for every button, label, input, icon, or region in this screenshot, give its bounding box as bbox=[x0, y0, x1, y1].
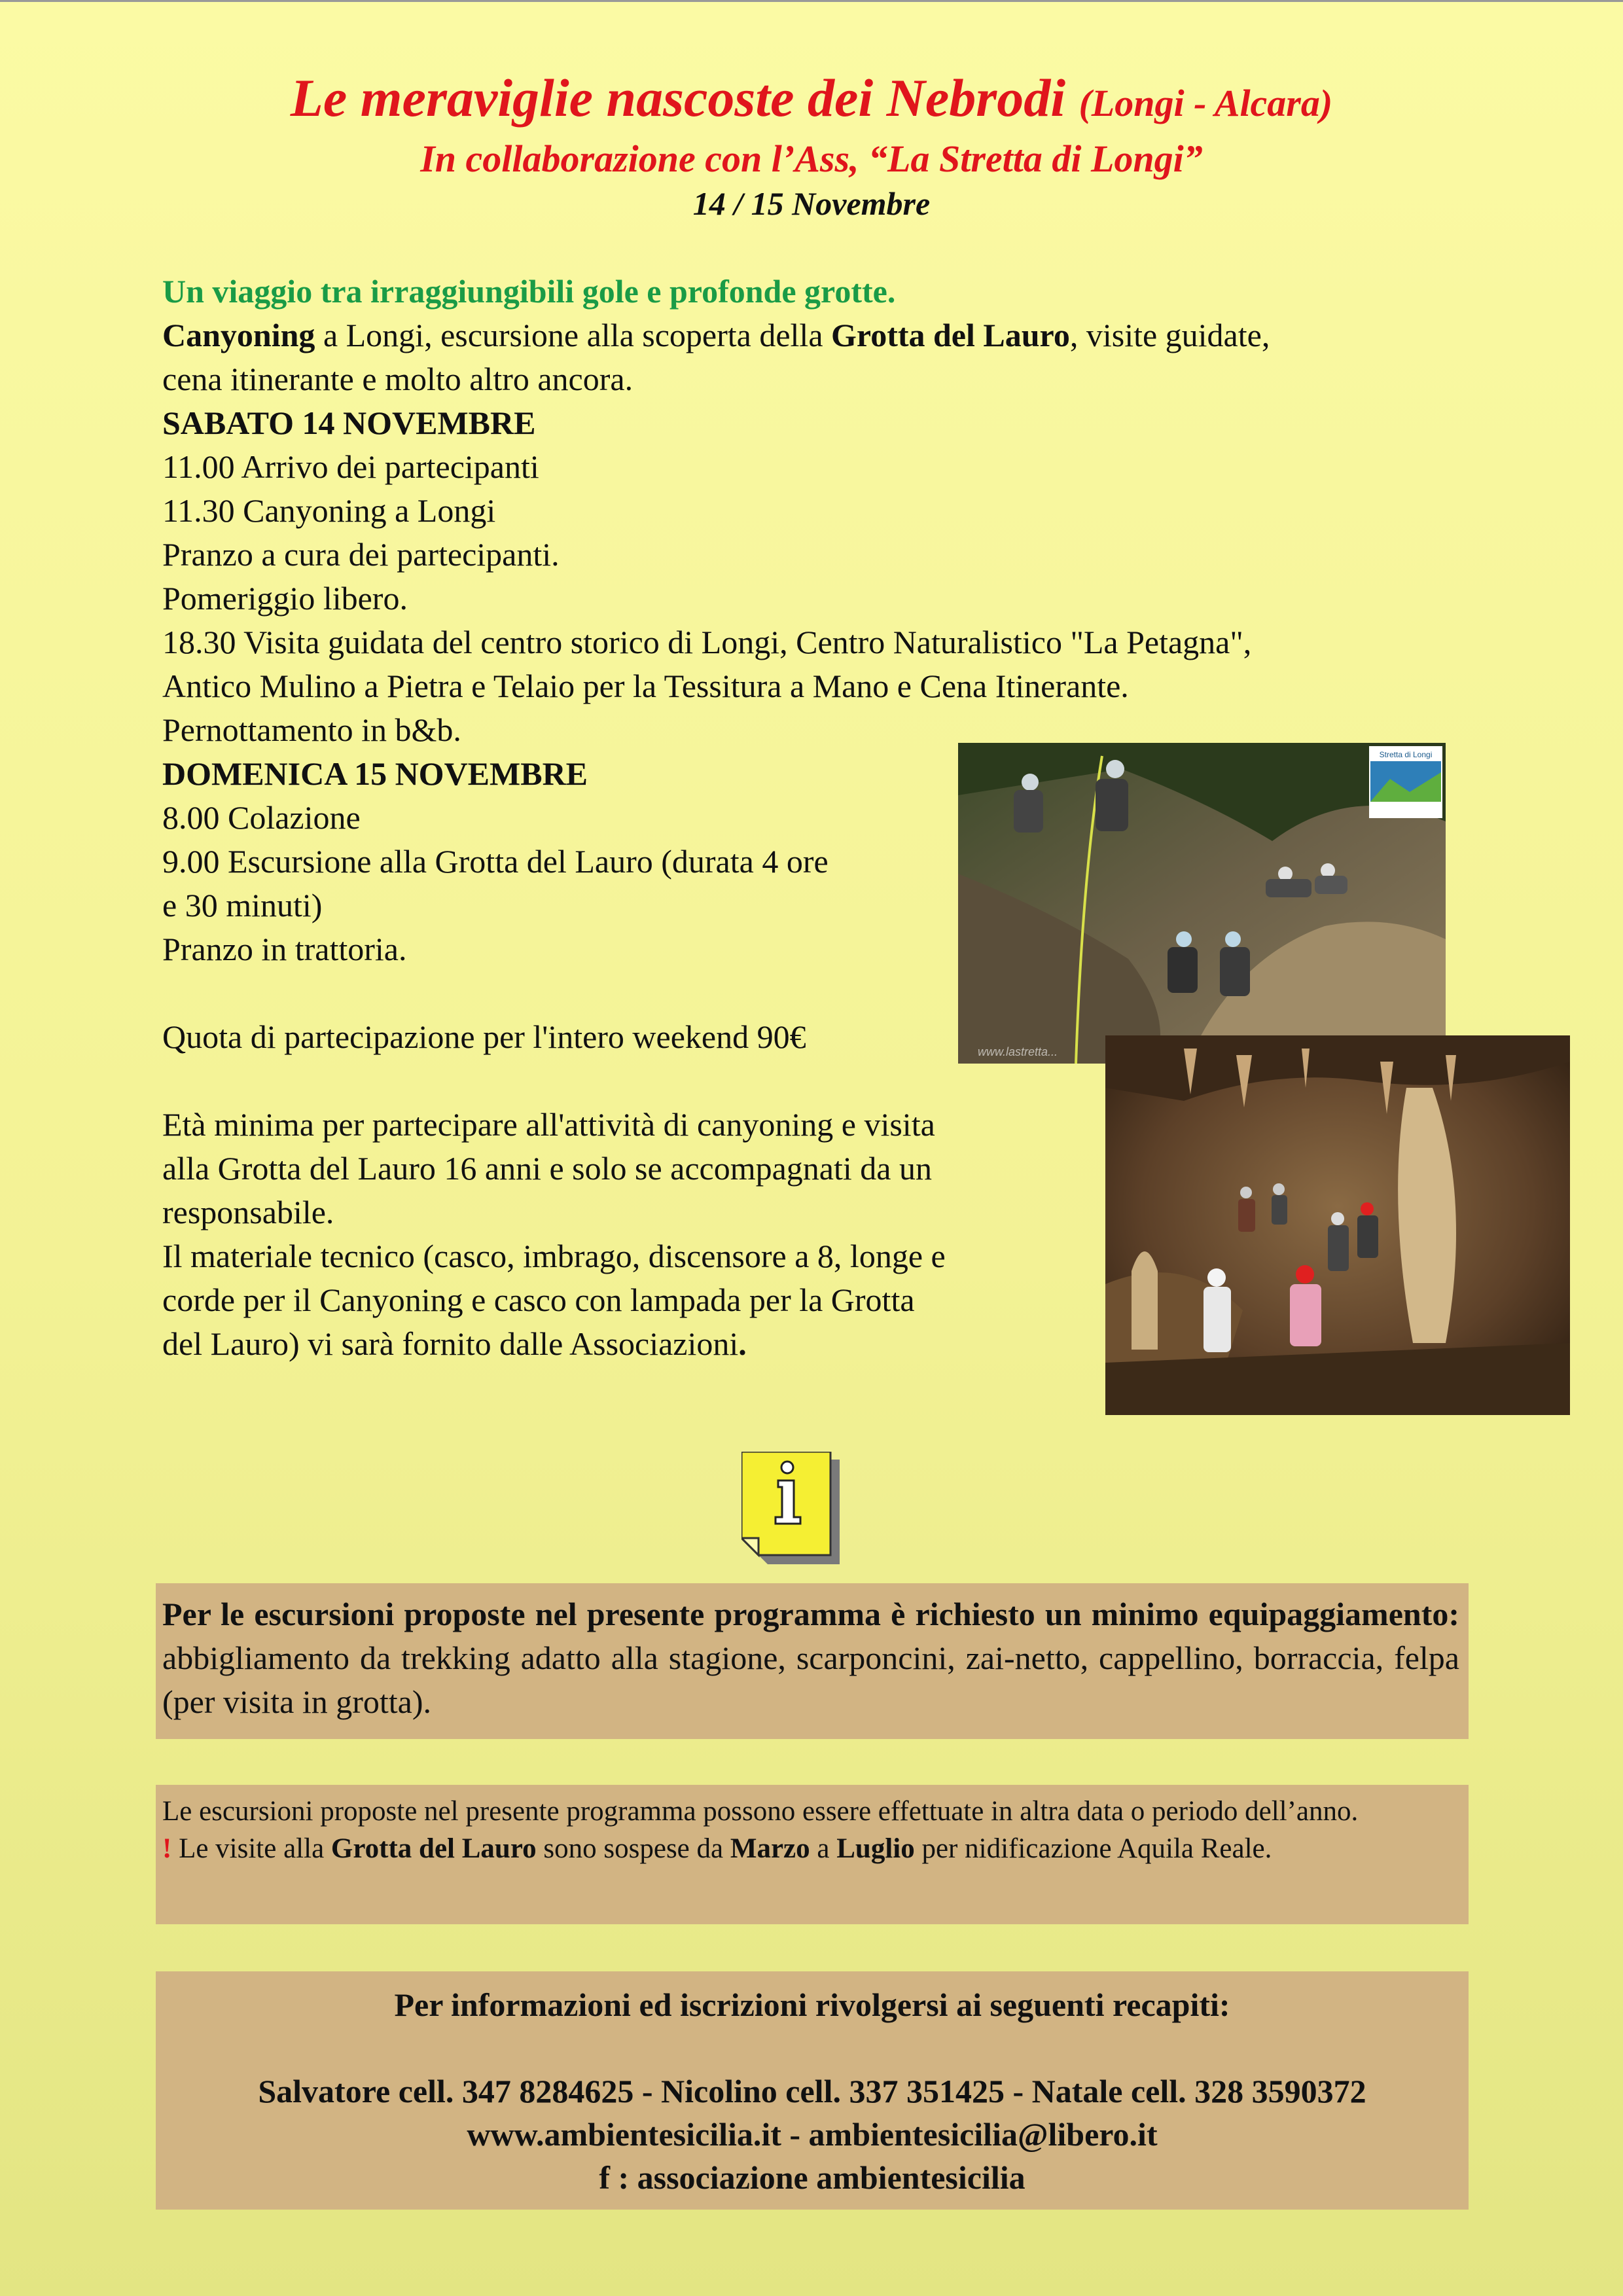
intro-bold-canyoning: Canyoning bbox=[162, 317, 315, 353]
equipment-text: abbigliamento da trekking adatto alla stagione, scarponcini, zai-netto, cappellino, borraccia, felpa (per visita in grotta). bbox=[162, 1640, 1459, 1720]
schedule-line: 8.00 Colazione bbox=[162, 799, 361, 836]
collaboration-line: In collaborazione con l’Ass, “La Stretta di Longi” bbox=[420, 137, 1203, 180]
contacts-facebook: f : associazione ambientesicilia bbox=[599, 2159, 1026, 2196]
notice-text: per nidificazione Aquila Reale. bbox=[914, 1833, 1272, 1864]
sunday-heading: DOMENICA 15 NOVEMBRE bbox=[162, 755, 588, 792]
age-line: Età minima per partecipare all'attività di canyoning e visita bbox=[162, 1106, 935, 1143]
schedule-line: 9.00 Escursione alla Grotta del Lauro (durata 4 ore bbox=[162, 843, 829, 880]
contacts-box bbox=[156, 1971, 1469, 2210]
notice-box bbox=[156, 1785, 1469, 1924]
price-line: Quota di partecipazione per l'intero weekend 90€ bbox=[162, 1018, 806, 1055]
warning-exclamation-icon: ! bbox=[162, 1833, 172, 1864]
intro-text-end: , visite guidate, bbox=[1069, 317, 1270, 353]
intro-line-1 bbox=[162, 314, 1484, 357]
intro-bold-grotta: Grotta del Lauro bbox=[831, 317, 1070, 353]
notice-bold-marzo: Marzo bbox=[730, 1833, 810, 1864]
notice-line-2 bbox=[162, 1830, 1459, 1867]
equipment-note-line: corde per il Canyoning e casco con lampada per la Grotta bbox=[162, 1282, 915, 1318]
notice-text: a bbox=[810, 1833, 837, 1864]
equipment-note-line: Il materiale tecnico (casco, imbrago, discensore a 8, longe e bbox=[162, 1238, 946, 1274]
canyon-logo-text: Stretta di Longi bbox=[1379, 750, 1433, 759]
notice-text: sono sospese da bbox=[536, 1833, 730, 1864]
schedule-line: Pranzo a cura dei partecipanti. bbox=[162, 536, 560, 573]
notice-bold-luglio: Luglio bbox=[836, 1833, 915, 1864]
cave-photo bbox=[1105, 1035, 1570, 1415]
schedule-line: 11.30 Canyoning a Longi bbox=[162, 492, 496, 529]
saturday-heading: SABATO 14 NOVEMBRE bbox=[162, 404, 536, 441]
contacts-phones: Salvatore cell. 347 8284625 - Nicolino cell. 337 351425 - Natale cell. 328 3590372 bbox=[258, 2073, 1366, 2109]
schedule-line: Pernottamento in b&b. bbox=[162, 711, 461, 748]
equipment-box bbox=[156, 1583, 1469, 1739]
schedule-line: 11.00 Arrivo dei partecipanti bbox=[162, 448, 539, 485]
age-line: alla Grotta del Lauro 16 anni e solo se accompagnati da un bbox=[162, 1150, 932, 1187]
canyoning-photo bbox=[958, 743, 1446, 1064]
notice-bold-grotta: Grotta del Lauro bbox=[330, 1833, 537, 1864]
top-border bbox=[0, 0, 1623, 2]
photo-watermark: www.lastretta... bbox=[978, 1045, 1058, 1058]
schedule-line: 18.30 Visita guidata del centro storico di Longi, Centro Naturalistico "La Petagna", bbox=[162, 624, 1252, 660]
notice-line-1: Le escursioni proposte nel presente programma possono essere effettuate in altra data o periodo dell’anno. bbox=[162, 1796, 1359, 1827]
page-title bbox=[0, 65, 1623, 136]
tagline: Un viaggio tra irraggiungibili gole e profonde grotte. bbox=[162, 273, 896, 310]
schedule-line: e 30 minuti) bbox=[162, 887, 323, 924]
age-line: responsabile. bbox=[162, 1194, 334, 1230]
intro-text: a Longi, escursione alla scoperta della bbox=[315, 317, 832, 353]
contacts-heading: Per informazioni ed iscrizioni rivolgersi ai seguenti recapiti: bbox=[394, 1986, 1230, 2023]
intro-line-2: cena itinerante e molto altro ancora. bbox=[162, 361, 633, 397]
header bbox=[0, 65, 1623, 225]
notice-text: Le visite alla bbox=[171, 1833, 331, 1864]
equipment-bold: Per le escursioni proposte nel presente programma è richiesto un minimo equipaggiamento: bbox=[162, 1596, 1459, 1632]
schedule-line: Pranzo in trattoria. bbox=[162, 931, 407, 967]
info-note-icon bbox=[741, 1452, 840, 1564]
schedule-line: Pomeriggio libero. bbox=[162, 580, 408, 617]
equipment-note-text: del Lauro) vi sarà fornito dalle Associazioni bbox=[162, 1325, 739, 1362]
title-main: Le meraviglie nascoste dei Nebrodi bbox=[290, 68, 1065, 128]
event-dates: 14 / 15 Novembre bbox=[692, 185, 931, 222]
equipment-note-end: . bbox=[738, 1325, 747, 1362]
schedule-line: Antico Mulino a Pietra e Telaio per la Tessitura a Mano e Cena Itinerante. bbox=[162, 668, 1129, 704]
title-location: (Longi - Alcara) bbox=[1079, 82, 1333, 124]
contacts-web-email: www.ambientesicilia.it - ambientesicilia@libero.it bbox=[467, 2116, 1158, 2153]
